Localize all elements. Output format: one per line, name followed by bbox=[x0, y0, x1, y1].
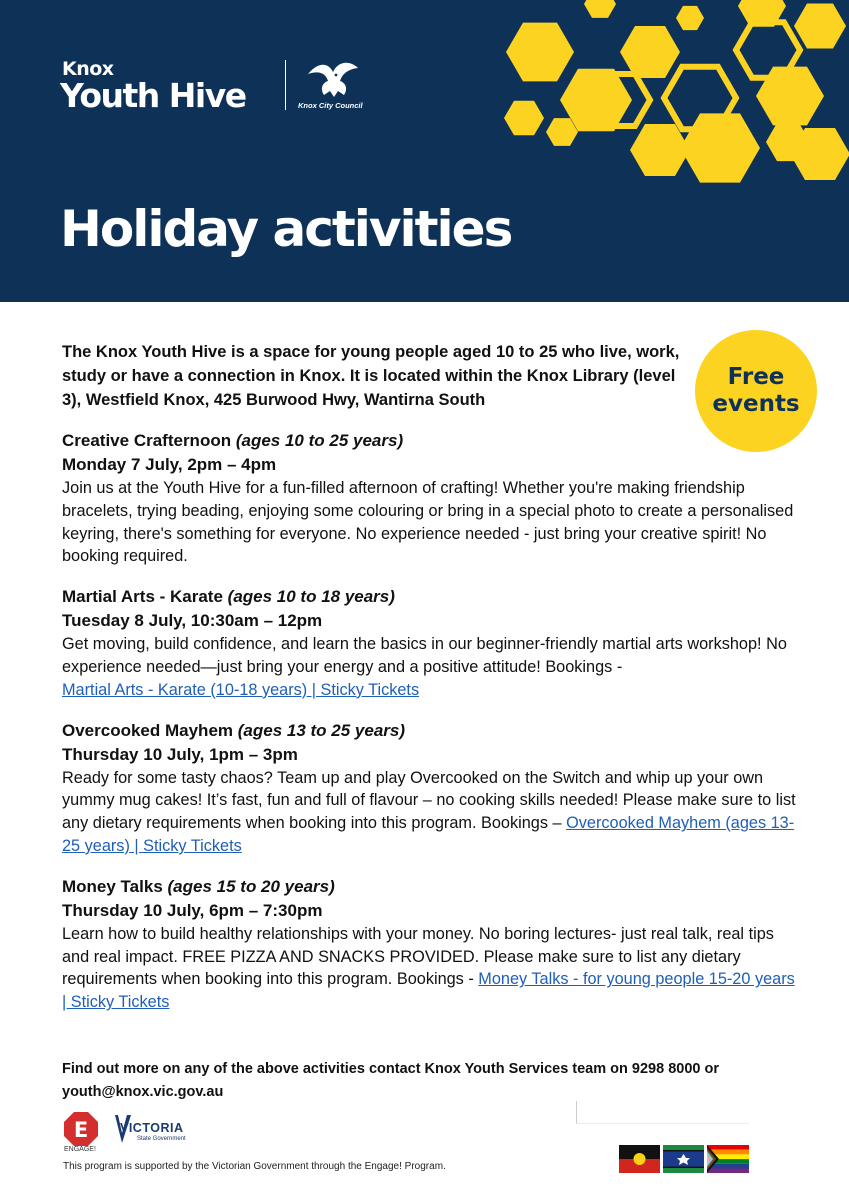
brand-divider bbox=[285, 60, 286, 110]
event-description bbox=[62, 633, 802, 701]
torres-strait-flag-icon bbox=[663, 1145, 704, 1173]
honeycomb-cell bbox=[620, 26, 680, 78]
victoria-name: VICTORIA bbox=[120, 1121, 184, 1135]
event-ages: (ages 10 to 25 years) bbox=[235, 431, 404, 450]
contact-info: Find out more on any of the above activities contact Knox Youth Services team on 9298 8000 or youth@knox.vic.gov.au bbox=[62, 1061, 719, 1100]
header-banner bbox=[0, 0, 849, 302]
intro-text: The Knox Youth Hive is a space for young people aged 10 to 25 who live, work, study or have a connection in Knox. It is located within the Knox Library (level 3), Westfield Knox, 425 Burwood Hwy, Wantirna South bbox=[62, 343, 680, 409]
event-name: Overcooked Mayhem bbox=[62, 720, 234, 740]
main-content bbox=[62, 340, 802, 1014]
event-date: Thursday 10 July, 6pm – 7:30pm bbox=[62, 900, 323, 920]
honeycomb-cell bbox=[794, 4, 846, 49]
engage-logo-icon bbox=[62, 1112, 100, 1148]
page-title: Holiday activities bbox=[60, 200, 512, 258]
aboriginal-flag-icon bbox=[619, 1145, 660, 1173]
honeycomb-cell bbox=[680, 113, 760, 182]
event-body-text: Learn how to build healthy relationships with your money. No boring lectures- just real talk, real tips and real impact. FREE PIZZA AND SNACKS PROVIDED. Please make sure to list any dietary requirements when booking into this program. Bookings - bbox=[62, 924, 774, 989]
knox-council-bird-icon bbox=[300, 58, 364, 102]
brand-name-main: Youth Hive bbox=[60, 76, 246, 115]
brand-name-top: Knox bbox=[62, 58, 114, 80]
event-body-text: Join us at the Youth Hive for a fun-filled afternoon of crafting! Whether you're making friendship bracelets, trying beading, enjoying some colouring or bring in a special photo to create a personalised keyring, there's something for everyone. No experience needed - just bring your creative spirit! No booking required. bbox=[62, 479, 794, 566]
badge-line-2: events bbox=[712, 391, 800, 417]
event-ages: (ages 10 to 18 years) bbox=[227, 587, 395, 607]
progress-pride-flag-icon bbox=[707, 1145, 749, 1173]
event-martial-arts bbox=[62, 585, 802, 701]
event-title bbox=[62, 875, 802, 899]
svg-text:E: E bbox=[73, 1118, 89, 1142]
event-ages: (ages 15 to 20 years) bbox=[167, 876, 335, 896]
booking-link-martial-arts[interactable]: Martial Arts - Karate (10-18 years) | Sticky Tickets bbox=[62, 680, 420, 699]
event-title bbox=[62, 585, 802, 609]
honeycomb-cell bbox=[506, 23, 574, 82]
event-name: Creative Crafternoon bbox=[62, 431, 232, 450]
event-description bbox=[62, 767, 802, 858]
event-date: Monday 7 July, 2pm – 4pm bbox=[62, 455, 277, 474]
honeycomb-cell bbox=[504, 101, 544, 136]
honeycomb-cell bbox=[584, 0, 616, 18]
event-name: Money Talks bbox=[62, 876, 163, 896]
event-body-text: Ready for some tasty chaos? Team up and play Overcooked on the Switch and whip up your own yummy mug cakes! It’s fast, fun and full of flavour – no cooking skills needed! Please make sure to list any dietary requirements when booking into this program. Bookings – bbox=[62, 768, 796, 833]
event-money-talks bbox=[62, 875, 802, 1014]
council-name: Knox City Council bbox=[298, 101, 363, 110]
support-statement: This program is supported by the Victorian Government through the Engage! Program. bbox=[63, 1161, 446, 1172]
event-body-text: Get moving, build confidence, and learn the basics in our beginner-friendly martial arts workshop! No experience needed—just bring your energy and a positive attitude! Bookings - bbox=[62, 635, 787, 676]
event-creative-crafternoon bbox=[62, 429, 802, 568]
victoria-subtitle: State Government bbox=[137, 1136, 186, 1142]
event-ages: (ages 13 to 25 years) bbox=[237, 720, 406, 740]
badge-line-1: Free bbox=[727, 364, 785, 390]
engage-label: ENGAGE! bbox=[64, 1146, 96, 1153]
event-description bbox=[62, 923, 802, 1014]
booking-link-money-talks[interactable]: Money Talks - for young people 15-20 years | Sticky Tickets bbox=[62, 970, 795, 1012]
event-overcooked-mayhem bbox=[62, 719, 802, 858]
event-date: Thursday 10 July, 1pm – 3pm bbox=[62, 744, 298, 764]
event-date: Tuesday 8 July, 10:30am – 12pm bbox=[62, 611, 323, 631]
event-title bbox=[62, 719, 802, 743]
event-title bbox=[62, 429, 802, 453]
flag-divider bbox=[576, 1101, 749, 1124]
booking-link-overcooked[interactable]: Overcooked Mayhem (ages 13-25 years) | Sticky Tickets bbox=[62, 814, 795, 855]
honeycomb-cell bbox=[676, 6, 704, 30]
event-name: Martial Arts - Karate bbox=[62, 587, 223, 607]
flags-row bbox=[619, 1145, 749, 1173]
event-description bbox=[62, 477, 802, 568]
